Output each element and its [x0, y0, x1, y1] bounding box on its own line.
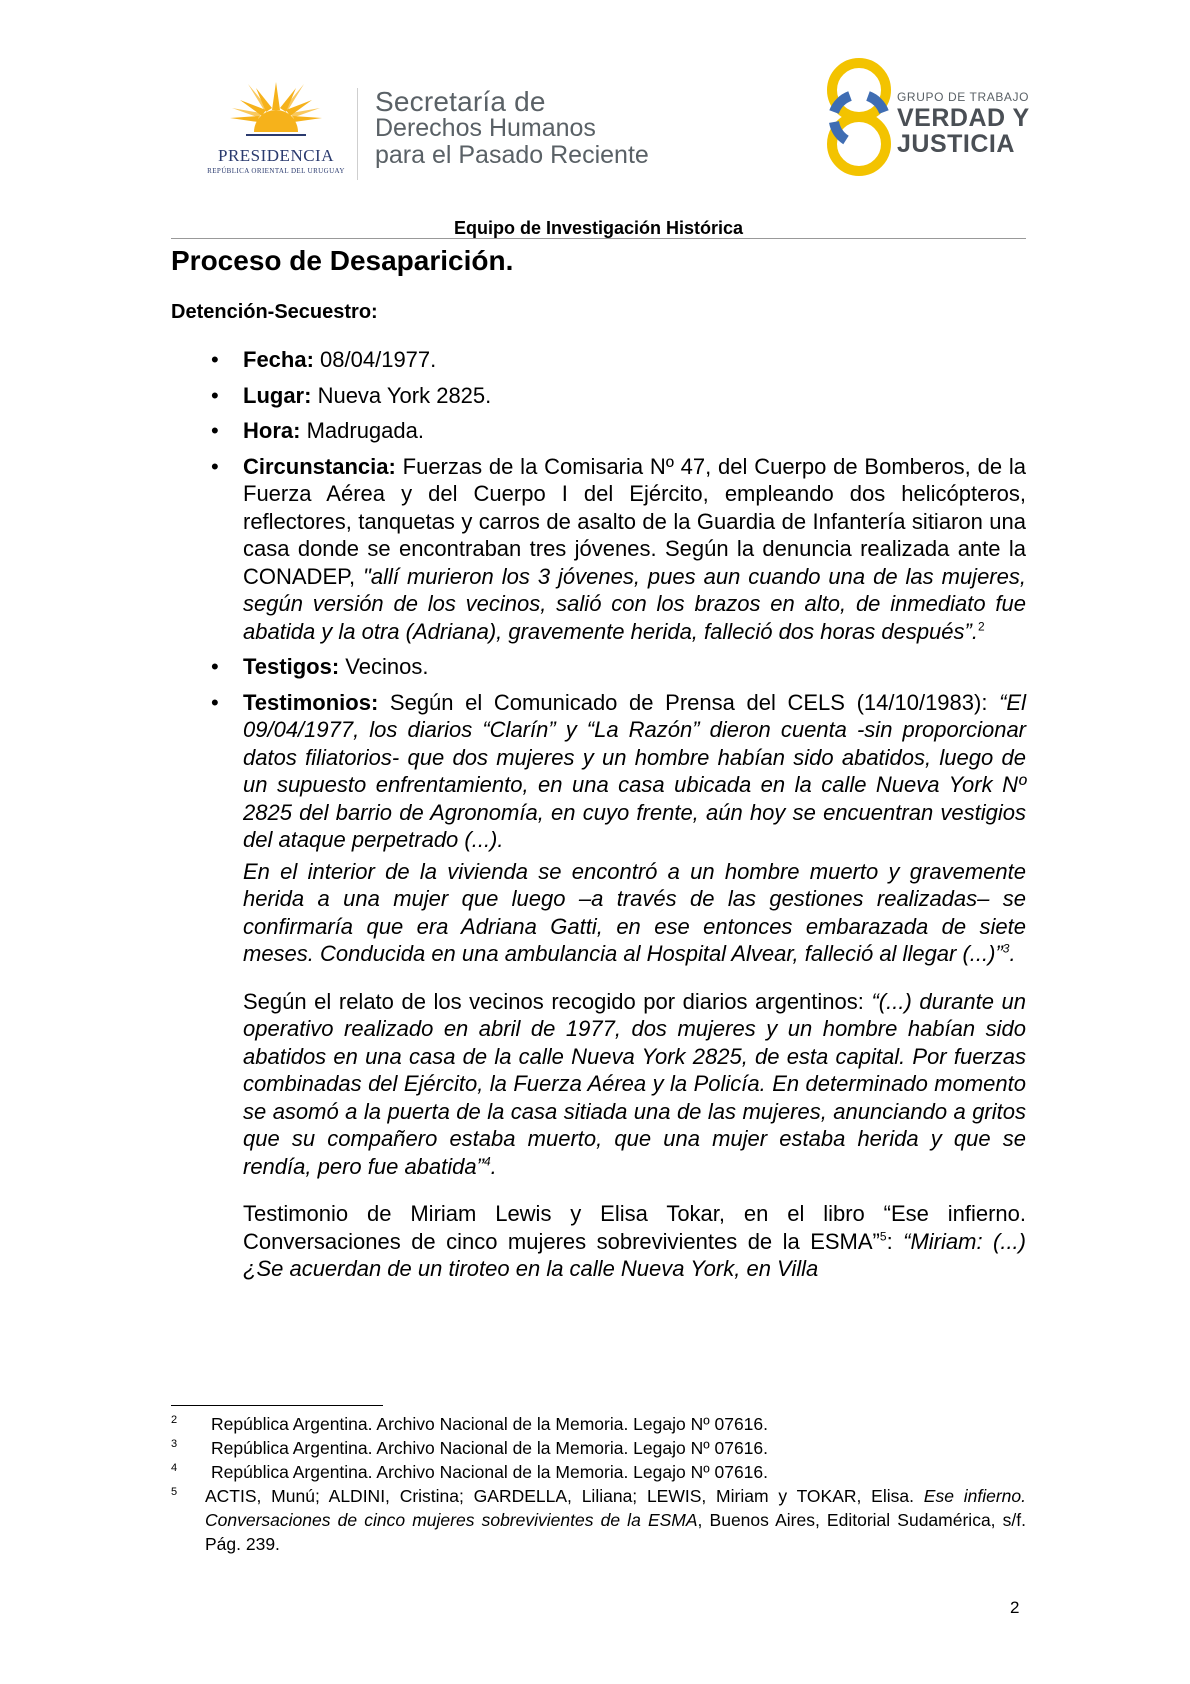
footnote-rule — [171, 1405, 383, 1406]
secretaria-line-3: para el Pasado Reciente — [375, 141, 649, 169]
footnote-text: República Argentina. Archivo Nacional de la Memoria. Legajo Nº 07616. — [211, 1438, 769, 1458]
bullet-icon: • — [211, 654, 219, 679]
grupo-line-3: JUSTICIA — [897, 130, 1015, 158]
footnote-ref: 4 — [483, 1154, 491, 1169]
bullet-icon: • — [211, 689, 219, 715]
quote-text: En el interior de la vivienda se encontró a un hombre muerto y gravemente herida a una mujer que luego –a través de las gestiones realizadas– se confirmaría que era Adriana Gatti, en ese entonces embarazada de siete meses. Conducida en una ambulancia al Hospital Alvear, falleció al llegar (...)” — [243, 858, 1026, 966]
sun-icon — [226, 80, 326, 150]
item-quote: “El 09/04/1977, los diarios “Clarín” y “La Razón” dieron cuenta -sin proporcionar datos filiatorios- que dos mujeres y un hombre habían sido abatidos, luego de un supuesto enfrentamiento, en una casa ubicada en la calle Nueva York Nº 2825 del barrio de Agronomía, en cuyo frente, aún hoy se encuentran vestigios del ataque perpetrado (...). — [243, 689, 1026, 852]
footnote-ref: 3 — [1002, 941, 1010, 956]
running-header: Equipo de Investigación Histórica — [453, 218, 744, 238]
page-number: 2 — [1010, 1598, 1020, 1617]
quote-text: “Miriam: (...) ¿Se acuerdan de un tiroteo en la calle Nueva York, en Villa — [243, 1228, 1026, 1281]
footnotes — [171, 1412, 1026, 1556]
secretaria-logo-text — [375, 88, 649, 169]
footnote-text: República Argentina. Archivo Nacional de la Memoria. Legajo Nº 07616. — [211, 1462, 769, 1482]
item-text: Fuerzas de la Comisaria Nº 47, del Cuerpo de Bomberos, de la Fuerza Aérea y del Cuerpo I del Ejército, empleando dos helicópteros, reflectores, tanquetas y carros de asalto de la Guardia de Infantería sitiaron una casa donde se encontraban tres jóvenes. Según la denuncia realizada ante la CONADEP, — [243, 453, 1026, 589]
header-rule — [171, 238, 1026, 239]
interlocked-rings-icon — [822, 56, 897, 181]
footnote — [171, 1460, 1026, 1484]
item-label: Circunstancia: — [243, 453, 396, 479]
list-item-hora — [171, 417, 1026, 445]
item-label: Testigos: — [243, 654, 340, 679]
footnote-ref: 5 — [879, 1229, 887, 1244]
section-title: Detención-Secuestro: — [171, 301, 378, 323]
item-value: 08/04/1977. — [320, 347, 437, 372]
grupo-line-1: GRUPO DE TRABAJO — [897, 90, 1030, 104]
list-item-circunstancia — [171, 453, 1026, 646]
item-label: Fecha: — [243, 347, 314, 372]
presidencia-logo — [196, 80, 356, 180]
bullet-icon: • — [211, 453, 219, 479]
item-value: Vecinos. — [345, 654, 429, 679]
grupo-line-2: VERDAD Y — [897, 104, 1030, 132]
footnote-book-title: Ese infierno. Conversaciones de cinco mujeres sobrevivientes de la ESMA — [205, 1486, 1026, 1530]
footnote — [171, 1484, 1026, 1556]
document-title: Proceso de Desaparición. — [171, 245, 514, 276]
footnote-authors: ACTIS, Munú; ALDINI, Cristina; GARDELLA, Liliana; LEWIS, Miriam y TOKAR, Elisa. — [205, 1486, 914, 1506]
testimony-paragraph: Según el relato de los vecinos recogido por diarios argentinos: “(...) durante un operativo realizado en abril de 1977, dos mujeres y un hombre habían sido abatidos en una casa de la calle Nueva York 2825, de esta capital. Por fuerzas combinadas del Ejército, la Fuerza Aérea y la Policía. En determinado momento se asomó a la puerta de la casa sitiada una de las mujeres, anunciando a gritos que su compañero estaba muerto, que una mujer estaba herida y que se rendía, pero fue abatida”$^4$. — [243, 988, 1026, 1179]
footnote-number: 2 — [171, 1414, 178, 1426]
bullet-icon: • — [211, 347, 219, 372]
bullet-icon: • — [211, 418, 219, 443]
testimony-paragraph: En el interior de la vivienda se encontró a un hombre muerto y gravemente herida a una mujer que luego –a través de las gestiones realizadas– se confirmaría que era Adriana Gatti, en ese entonces embarazada de siete meses. Conducida en una ambulancia al Hospital Alvear, falleció al llegar (...)”$^3$. — [243, 858, 1026, 966]
bullet-icon: • — [211, 382, 219, 408]
list-item-testigos — [171, 653, 1026, 681]
presidencia-name: PRESIDENCIA — [217, 146, 334, 165]
secretaria-line-1: Secretaría de — [375, 86, 546, 117]
footnote-text — [171, 1484, 1026, 1556]
item-text: Según el Comunicado de Prensa del CELS (14/10/1983): — [389, 689, 988, 715]
item-value: Nueva York 2825. — [317, 382, 492, 408]
footnote-text: República Argentina. Archivo Nacional de la Memoria. Legajo Nº 07616. — [211, 1414, 769, 1434]
item-label: Lugar: — [243, 382, 312, 408]
item-label: Hora: — [243, 418, 301, 443]
grupo-trabajo-logo — [822, 56, 1032, 181]
list-item-testimonios — [171, 689, 1026, 1283]
logo-divider — [357, 88, 358, 180]
footnote-number: 4 — [171, 1462, 178, 1474]
footnote-publisher: , Buenos Aires, Editorial Sudamérica, s/f. Pág. 239. — [205, 1510, 1027, 1554]
list-item-fecha — [171, 346, 1026, 374]
testimony-paragraph: Testimonio de Miriam Lewis y Elisa Tokar, en el libro “Ese infierno. Conversaciones de cinco mujeres sobrevivientes de la ESMA”$^5$: “Miriam: (...) ¿Se acuerdan de un tiroteo en la calle Nueva York, en Villa — [243, 1201, 1026, 1281]
footnote — [171, 1436, 1026, 1460]
paragraph-intro: Testimonio de Miriam Lewis y Elisa Tokar, en el libro “Ese infierno. Conversaciones de cinco mujeres sobrevivientes de la ESMA” — [243, 1201, 1026, 1254]
presidencia-subtitle: REPÚBLICA ORIENTAL DEL URUGUAY — [207, 167, 345, 175]
footnote-number: 5 — [171, 1486, 178, 1498]
quote-text: “(...) durante un operativo realizado en abril de 1977, dos mujeres y un hombre habían sido abatidos en una casa de la calle Nueva York 2825, de esta capital. Por fuerzas combinadas del Ejército, la Fuerza Aérea y la Policía. En determinado momento se asomó a la puerta de la casa sitiada una de las mujeres, anunciando a gritos que su compañero estaba muerto, que una mujer estaba herida y que se rendía, pero fue abatida” — [243, 988, 1026, 1179]
item-quote: "allí murieron los 3 jóvenes, pues aun cuando una de las mujeres, según versión de los vecinos, salió con los brazos en alto, de inmediato fue abatida y la otra (Adriana), gravemente herida, falleció dos horas después”. — [243, 563, 1026, 644]
footnote-ref: 2 — [977, 619, 985, 634]
item-label: Testimonios: — [243, 689, 379, 715]
list-item-lugar — [171, 382, 1026, 410]
item-value: Madrugada. — [306, 418, 424, 443]
footnote — [171, 1412, 1026, 1436]
detail-list — [171, 346, 1026, 1283]
paragraph-intro: Según el relato de los vecinos recogido por diarios argentinos: — [243, 988, 864, 1014]
footnote-number: 3 — [171, 1438, 178, 1450]
document-body — [171, 244, 1026, 1291]
secretaria-line-2: Derechos Humanos — [375, 114, 596, 142]
